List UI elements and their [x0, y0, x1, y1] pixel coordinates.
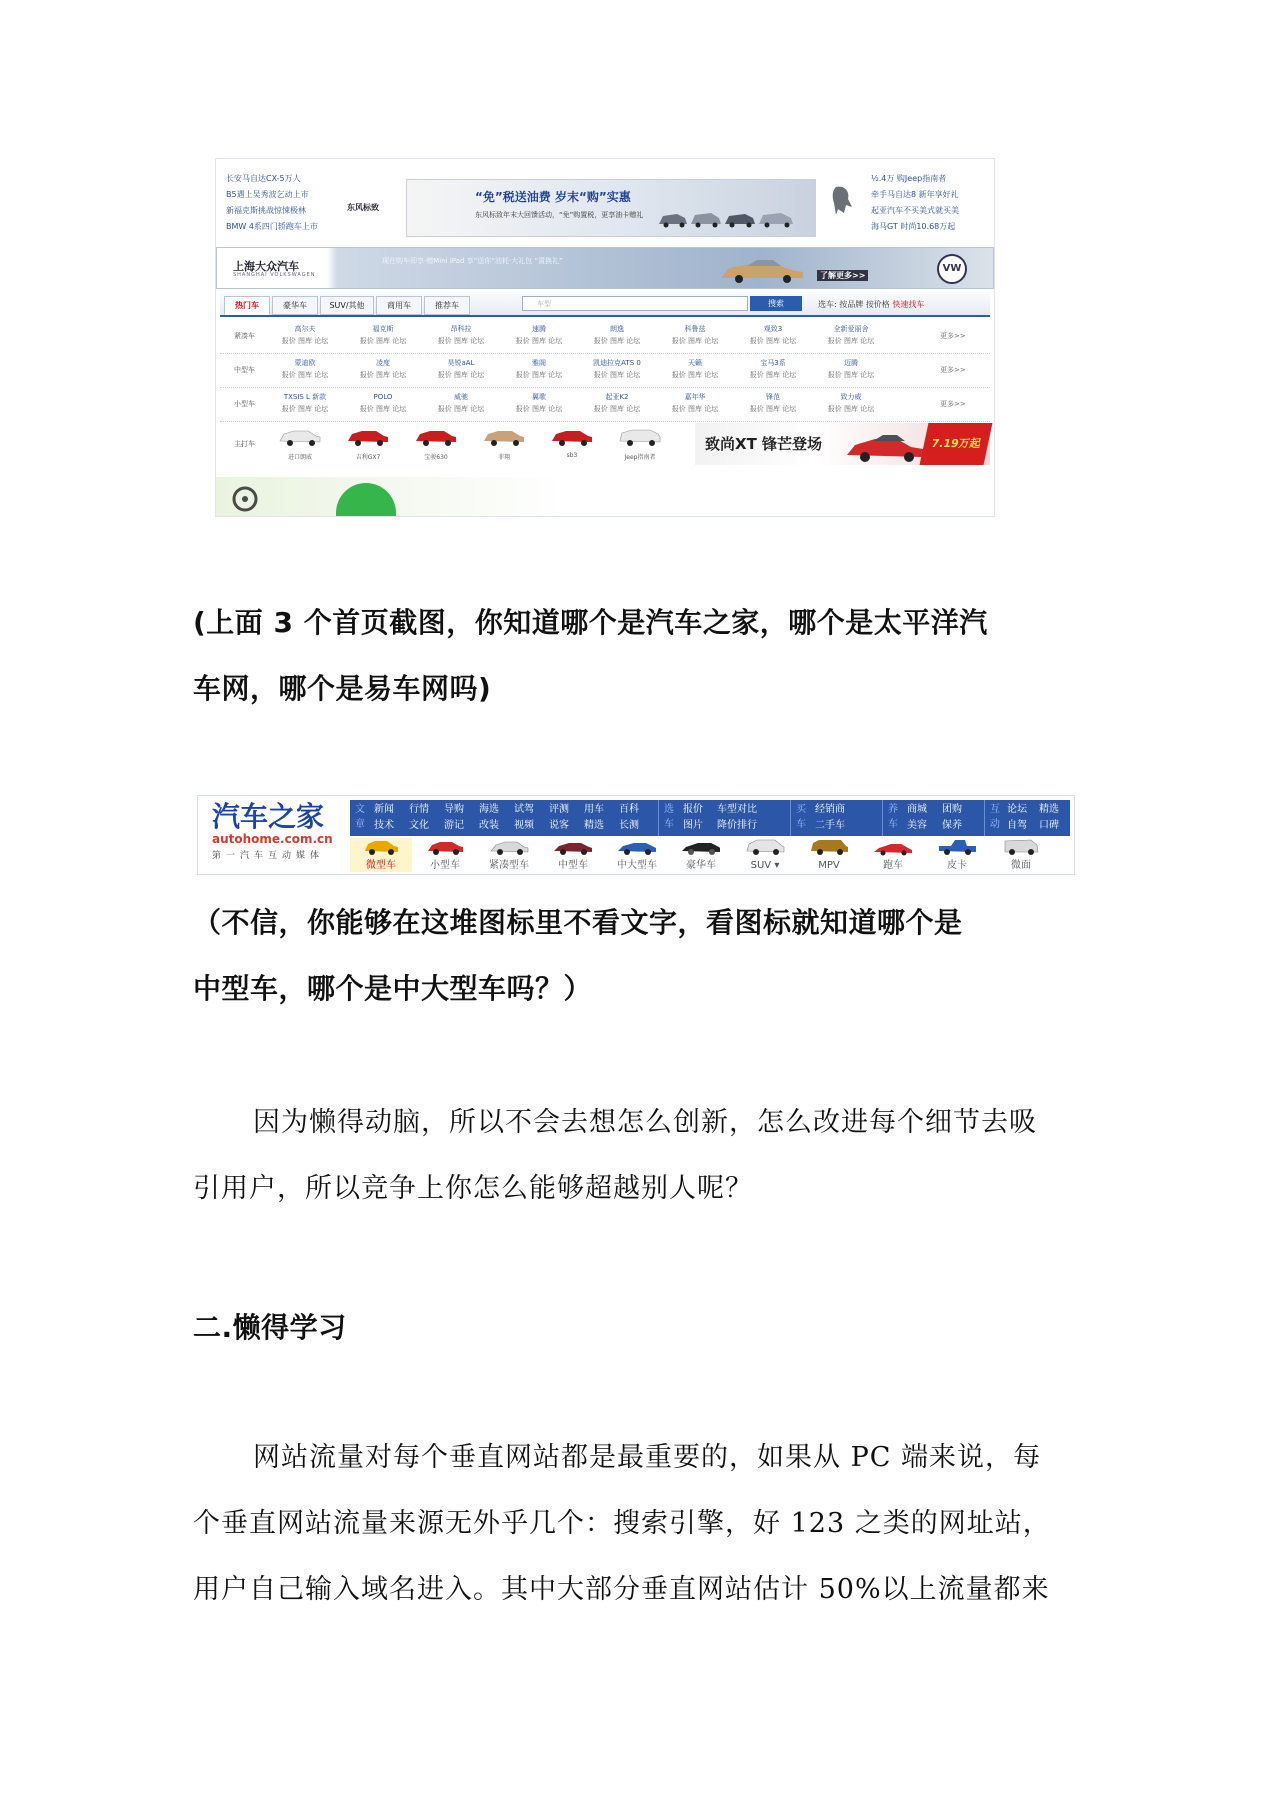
model-link[interactable]: 宝马3系 — [760, 359, 786, 367]
car-type-label: 微型车 — [366, 860, 396, 871]
model-sub-links[interactable]: 报价 图库 论坛 — [515, 371, 563, 379]
car-type-minivan[interactable] — [990, 838, 1052, 872]
learn-more-button[interactable]: 了解更多>> — [817, 270, 868, 281]
car-lineup-image — [657, 204, 807, 228]
model-cell — [344, 323, 422, 347]
logo-text: 汽车之家 — [212, 800, 325, 833]
tab-commercial-cars[interactable]: 商用车 — [376, 296, 422, 315]
model-link[interactable]: 起亚K2 — [605, 393, 629, 401]
car-type-luxury[interactable] — [670, 838, 732, 872]
sports-car-icon — [873, 838, 913, 856]
car-type-label: 小型车 — [430, 860, 460, 871]
model-link[interactable]: 昂科拉 — [450, 325, 472, 333]
model-link[interactable]: 全新爱丽舍 — [833, 325, 869, 333]
news-link[interactable]: BMW 4系四门轿跑车上市 — [226, 222, 318, 231]
model-sub-links[interactable]: 报价 图库 论坛 — [359, 337, 407, 345]
model-cell — [578, 391, 656, 415]
model-sub-links[interactable]: 报价 图库 论坛 — [281, 405, 329, 413]
nav-link[interactable]: 导购 — [444, 804, 464, 815]
nav-link[interactable]: 报价 — [683, 804, 703, 815]
model-sub-links[interactable]: 报价 图库 论坛 — [749, 337, 797, 345]
text-line: 个垂直网站流量来源无外乎几个：搜索引擎，好 123 之类的网址站， — [193, 1508, 1051, 1539]
banner-brand-sub: SHANGHAI VOLKSWAGEN — [233, 272, 316, 278]
car-type-midsize[interactable] — [542, 838, 604, 872]
model-cell — [344, 357, 422, 381]
question-paragraph-1 — [193, 590, 988, 722]
nav-link[interactable]: 长测 — [619, 820, 639, 831]
model-link[interactable]: 致力威 — [840, 393, 862, 401]
nav-link[interactable]: 用车 — [584, 804, 604, 815]
car-type-mpv[interactable] — [798, 838, 860, 872]
model-cell — [812, 357, 890, 381]
model-cell — [656, 391, 734, 415]
suv-car-icon — [745, 838, 785, 856]
model-link[interactable]: 嘉年华 — [684, 393, 706, 401]
model-link[interactable]: 朗逸 — [610, 325, 624, 333]
model-cell — [500, 391, 578, 415]
car-icon — [346, 425, 390, 447]
nav-group-key: 买车 — [796, 804, 806, 830]
pickup-car-icon — [937, 838, 977, 856]
tab-hot-cars[interactable]: 热门车 — [224, 296, 270, 315]
car-type-label: 微面 — [1011, 860, 1031, 871]
nav-link[interactable]: 游记 — [444, 820, 464, 831]
nav-link[interactable]: 保养 — [942, 820, 962, 831]
model-cell — [734, 391, 812, 415]
pick-label: 选车: — [818, 300, 837, 309]
xt-ad-banner[interactable] — [695, 423, 990, 465]
car-type-large[interactable] — [606, 838, 668, 872]
bottom-ad-strip — [216, 477, 994, 517]
xt-price-badge: 7.19万起 — [920, 423, 993, 465]
news-list-right — [871, 171, 959, 235]
ad-subtitle: 东风标致年末大回馈活动，“免”购置税，更享油卡赠礼 — [475, 211, 644, 219]
nav-link[interactable]: 说客 — [549, 820, 569, 831]
luxury-car-icon — [681, 838, 721, 856]
nav-link[interactable]: 文化 — [409, 820, 429, 831]
model-cell — [578, 357, 656, 381]
nav-link[interactable]: 降价排行 — [717, 820, 757, 831]
model-link[interactable]: 科鲁兹 — [684, 325, 706, 333]
featured-car[interactable] — [404, 425, 468, 461]
model-cell — [500, 357, 578, 381]
more-link[interactable]: 更多>> — [940, 400, 966, 408]
nav-link[interactable]: 美容 — [907, 820, 927, 831]
news-link[interactable]: 起亚汽车不买美式就买美 — [871, 206, 959, 215]
car-type-small[interactable] — [414, 838, 476, 872]
nav-link[interactable]: 商城 — [907, 804, 927, 815]
nav-link[interactable]: 行情 — [409, 804, 429, 815]
featured-car-name: 宝骏630 — [424, 454, 448, 461]
car-type-compact[interactable] — [478, 838, 540, 872]
text-line: 因为懒得动脑，所以不会去想怎么创新，怎么改进每个细节去吸 — [253, 1107, 1037, 1138]
car-type-mini[interactable] — [350, 838, 412, 872]
nav-group-select-car — [658, 800, 789, 836]
ad-brand: 东风标致 — [347, 203, 379, 212]
news-list-left — [226, 171, 318, 235]
car-icon — [278, 425, 322, 447]
pick-by-brand-link[interactable]: 按品牌 — [839, 300, 864, 309]
model-cell — [812, 391, 890, 415]
model-link[interactable]: 威驰 — [454, 393, 468, 401]
minivan-car-icon — [1001, 838, 1041, 856]
nav-link[interactable]: 评测 — [549, 804, 569, 815]
autohome-logo[interactable] — [212, 802, 342, 861]
news-link[interactable]: 牵手马自达8 新年享好礼 — [871, 190, 959, 199]
model-sub-links[interactable]: 报价 图库 论坛 — [281, 337, 329, 345]
model-link[interactable]: 翼歌 — [532, 393, 546, 401]
nav-link[interactable]: 试驾 — [514, 804, 534, 815]
model-sub-links[interactable]: 报价 图库 论坛 — [515, 405, 563, 413]
model-link[interactable]: 凯迪拉克ATS 0 — [593, 359, 641, 367]
banner-promo-text: 现在购车即享·赠Mini iPad 享“送你”油耗·大礼包 “置换礼” — [382, 257, 563, 265]
model-row — [220, 353, 990, 388]
peugeot-lion-icon — [828, 183, 858, 223]
text-line: 中型车，哪个是中大型车吗？） — [193, 972, 593, 1005]
model-sub-links[interactable]: 报价 图库 论坛 — [515, 337, 563, 345]
logo-tagline: 第一汽车互动媒体 — [212, 851, 325, 861]
model-sub-links[interactable]: 报价 图库 论坛 — [359, 371, 407, 379]
nav-link[interactable]: 二手车 — [815, 820, 845, 831]
model-sub-links[interactable]: 报价 图库 论坛 — [749, 371, 797, 379]
model-link[interactable]: TXSIS L 新款 — [283, 393, 327, 401]
body-paragraph-1 — [193, 1090, 1037, 1222]
model-link[interactable]: 福克斯 — [372, 325, 394, 333]
car-type-icon-row — [350, 838, 1070, 872]
model-link[interactable]: 锋范 — [766, 393, 780, 401]
nav-link[interactable]: 视频 — [514, 820, 534, 831]
featured-car-name: 进口朗威 — [287, 454, 312, 461]
featured-car[interactable] — [540, 425, 604, 459]
model-link[interactable]: 高尔夫 — [294, 325, 316, 333]
nav-link[interactable]: 经销商 — [815, 804, 845, 815]
text-line: 用户自己输入域名进入。其中大部分垂直网站估计 50%以上流量都来 — [193, 1574, 1050, 1605]
nav-link[interactable]: 口碑 — [1039, 820, 1059, 831]
news-link[interactable]: 海马GT 时尚10.68万起 — [871, 222, 956, 231]
nav-group-car-care — [882, 800, 983, 836]
autohome-header-screenshot — [197, 795, 1075, 875]
model-cell — [344, 391, 422, 415]
nav-group-key: 养车 — [888, 804, 898, 830]
model-cell — [734, 357, 812, 381]
large-car-icon — [617, 838, 657, 856]
model-cell — [734, 323, 812, 347]
featured-car-name: Jeep指南者 — [624, 454, 656, 461]
nav-link[interactable]: 图片 — [683, 820, 703, 831]
car-type-sports[interactable] — [862, 838, 924, 872]
section-heading: 二.懒得学习 — [193, 1311, 347, 1344]
car-icon — [618, 425, 662, 447]
model-link[interactable]: POLO — [373, 393, 393, 401]
nav-group-key: 文章 — [355, 804, 365, 830]
model-row — [220, 387, 990, 422]
small-car-icon — [425, 838, 465, 856]
model-row — [220, 319, 990, 354]
car-icon — [550, 425, 594, 447]
model-cell — [656, 357, 734, 381]
car-type-label: SUV ▾ — [750, 860, 780, 871]
model-link[interactable]: 迈腾 — [844, 359, 858, 367]
nav-link[interactable]: 海选 — [479, 804, 499, 815]
row-label: 紧凑车 — [234, 332, 255, 340]
model-link[interactable]: 雅阁 — [532, 359, 546, 367]
model-sub-links[interactable]: 报价 图库 论坛 — [827, 405, 875, 413]
model-sub-links[interactable]: 报价 图库 论坛 — [593, 371, 641, 379]
model-cell — [500, 323, 578, 347]
model-link[interactable]: 昊锐aAL — [447, 359, 475, 367]
nav-group-buy-car — [790, 800, 881, 836]
model-sub-links[interactable]: 报价 图库 论坛 — [749, 405, 797, 413]
logo-url: autohome.com.cn — [212, 832, 333, 846]
quick-find-link[interactable]: 快速找车 — [892, 300, 925, 309]
news-link[interactable]: ½.4万 购Jeep指南者 — [871, 174, 947, 183]
mpv-car-icon — [809, 838, 849, 856]
car-picker-links — [818, 296, 924, 313]
search-button[interactable]: 搜索 — [750, 296, 802, 311]
model-sub-links[interactable]: 报价 图库 论坛 — [671, 405, 719, 413]
model-sub-links[interactable]: 报价 图库 论坛 — [437, 405, 485, 413]
car-type-label: 中大型车 — [617, 860, 657, 871]
body-paragraph-2 — [193, 1425, 1051, 1623]
model-link[interactable]: 观致3 — [763, 325, 783, 333]
model-search-input[interactable]: 车型 — [522, 296, 748, 311]
model-sub-links[interactable]: 报价 图库 论坛 — [671, 371, 719, 379]
featured-car[interactable] — [608, 425, 672, 461]
pick-by-price-link[interactable]: 按价格 — [865, 300, 890, 309]
nav-link[interactable]: 团购 — [942, 804, 962, 815]
mini-car-icon — [361, 838, 401, 856]
sedan-car-image — [717, 254, 807, 284]
nav-group-articles — [350, 800, 656, 836]
model-cell — [422, 391, 500, 415]
compact-car-icon — [489, 838, 529, 856]
nav-link[interactable]: 精选 — [1039, 804, 1059, 815]
nav-link[interactable]: 技术 — [374, 820, 394, 831]
text-line: 引用户，所以竞争上你怎么能够超越别人呢？ — [193, 1173, 753, 1204]
text-line: （不信，你能够在这堆图标里不看文字，看图标就知道哪个是 — [193, 906, 963, 939]
model-link[interactable]: 凌度 — [376, 359, 390, 367]
row-label: 主打车 — [234, 440, 255, 448]
model-sub-links[interactable]: 报价 图库 论坛 — [827, 371, 875, 379]
news-link[interactable]: B5遇上吴秀波乞动上市 — [226, 190, 309, 199]
red-car-image — [845, 429, 925, 463]
featured-cars-row — [220, 423, 990, 467]
model-sub-links[interactable]: 报价 图库 论坛 — [437, 337, 485, 345]
car-type-label: 跑车 — [883, 860, 903, 871]
text-line: 网站流量对每个垂直网站都是最重要的，如果从 PC 端来说，每 — [253, 1442, 1041, 1473]
ad-title: “免”税送油费 岁末“购”实惠 — [475, 190, 631, 204]
nav-link[interactable]: 车型对比 — [717, 804, 757, 815]
main-nav-bar — [350, 800, 1070, 836]
row-label: 中型车 — [234, 366, 255, 374]
top-ad-area — [216, 159, 994, 247]
car-type-label: 豪华车 — [686, 860, 716, 871]
featured-car-name: 吉利GX7 — [355, 454, 381, 461]
model-cell — [266, 323, 344, 347]
model-sub-links[interactable]: 报价 图库 论坛 — [671, 337, 719, 345]
model-link[interactable]: 速腾 — [532, 325, 546, 333]
news-link[interactable]: 新福克斯挑战惊悚极林 — [226, 206, 306, 215]
nav-link[interactable]: 自驾 — [1007, 820, 1027, 831]
model-sub-links[interactable]: 报价 图库 论坛 — [437, 371, 485, 379]
car-type-label: 皮卡 — [947, 860, 967, 871]
model-link[interactable]: 天籁 — [688, 359, 702, 367]
car-icon — [414, 425, 458, 447]
featured-car-name: sb3 — [566, 452, 578, 459]
model-sub-links[interactable]: 报价 图库 论坛 — [359, 405, 407, 413]
nav-link[interactable]: 论坛 — [1007, 804, 1027, 815]
model-cell — [266, 357, 344, 381]
text-line: (上面 3 个首页截图，你知道哪个是汽车之家，哪个是太平洋汽 — [193, 606, 988, 639]
volkswagen-ad-banner[interactable] — [216, 247, 994, 289]
car-type-suv[interactable] — [734, 838, 796, 872]
car-category-tabbar — [220, 293, 990, 317]
nav-link[interactable]: 新闻 — [374, 804, 394, 815]
banner-brand-name: 上海大众汽车 — [233, 260, 299, 273]
volkswagen-logo-icon: VW — [937, 254, 967, 284]
nav-link[interactable]: 精选 — [584, 820, 604, 831]
more-link[interactable]: 更多>> — [940, 332, 966, 340]
steering-wheel-icon — [230, 485, 260, 513]
tab-luxury-cars[interactable]: 豪华车 — [272, 296, 318, 315]
row-label: 小型车 — [234, 400, 255, 408]
model-cell — [578, 323, 656, 347]
model-cell — [422, 323, 500, 347]
featured-car[interactable] — [472, 425, 536, 461]
nav-link[interactable]: 改装 — [479, 820, 499, 831]
midsize-car-icon — [553, 838, 593, 856]
model-link[interactable]: 蒙迪欧 — [294, 359, 316, 367]
peugeot-ad-banner[interactable] — [347, 179, 816, 237]
car-type-label: 中型车 — [558, 860, 588, 871]
featured-car-name: 菲翔 — [497, 454, 510, 461]
nav-group-interact — [984, 800, 1071, 836]
model-sub-links[interactable]: 报价 图库 论坛 — [827, 337, 875, 345]
xt-ad-title: 致尚XT 锋芒登场 — [705, 435, 823, 453]
nav-group-key: 选车 — [664, 804, 674, 830]
model-sub-links[interactable]: 报价 图库 论坛 — [593, 405, 641, 413]
featured-car[interactable] — [268, 425, 332, 461]
model-sub-links[interactable]: 报价 图库 论坛 — [281, 371, 329, 379]
model-cell — [812, 323, 890, 347]
nav-link[interactable]: 百科 — [619, 804, 639, 815]
car-type-pickup[interactable] — [926, 838, 988, 872]
model-cell — [266, 391, 344, 415]
featured-car[interactable] — [336, 425, 400, 461]
car-type-label: MPV — [818, 860, 840, 871]
text-line: 车网，哪个是易车网吗) — [193, 672, 492, 705]
model-cell — [422, 357, 500, 381]
question-paragraph-2 — [193, 890, 963, 1022]
news-link[interactable]: 长安马自达CX-5万人 — [226, 174, 301, 183]
model-sub-links[interactable]: 报价 图库 论坛 — [593, 337, 641, 345]
car-icon — [482, 425, 526, 447]
tab-suv-other[interactable]: SUV/其他 — [320, 296, 374, 315]
tab-recommended-cars[interactable]: 推荐车 — [424, 296, 470, 315]
car-type-label: 紧凑型车 — [489, 860, 529, 871]
green-graphic — [336, 483, 396, 517]
homepage-screenshot-1 — [215, 158, 995, 517]
more-link[interactable]: 更多>> — [940, 366, 966, 374]
nav-group-key: 互动 — [990, 804, 1000, 830]
model-cell — [656, 323, 734, 347]
